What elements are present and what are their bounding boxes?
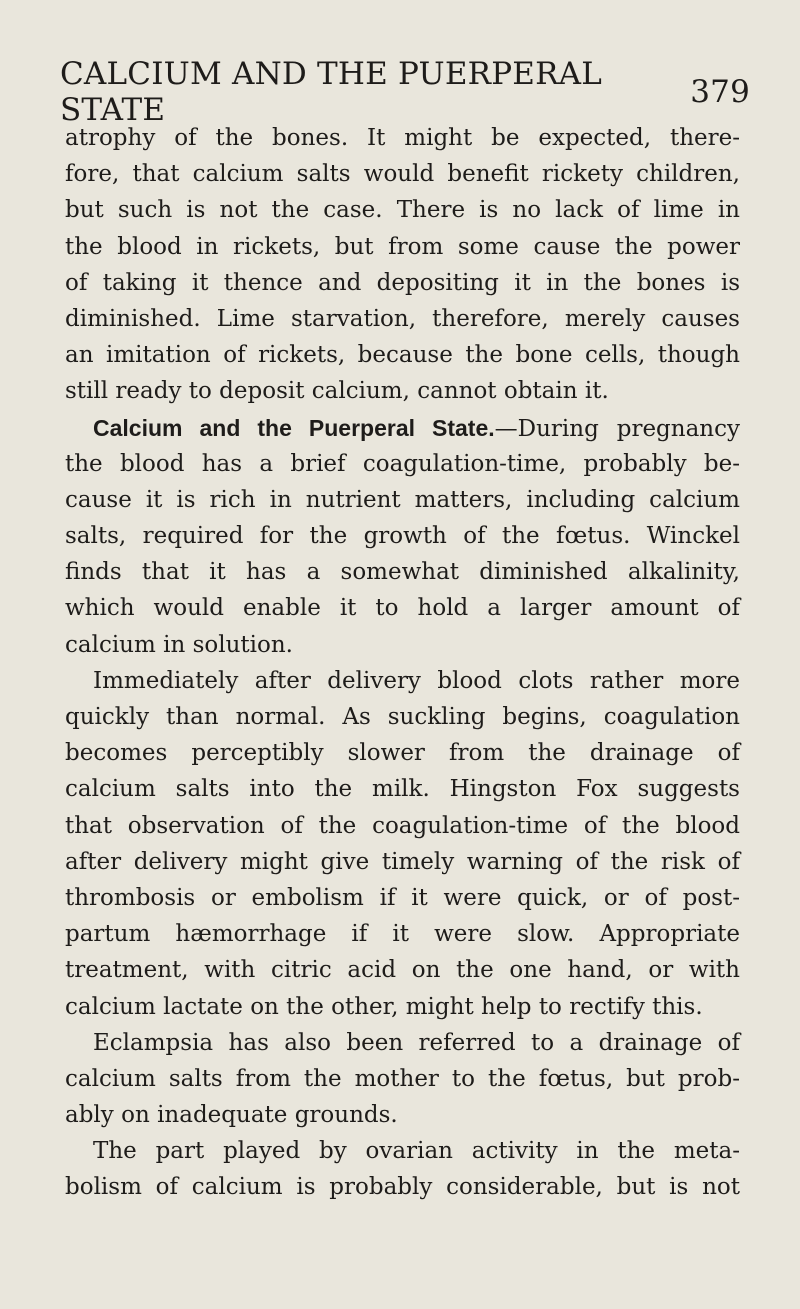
text-line [65,699,740,735]
text-line [65,916,740,952]
line-text: ably on inadequate grounds. [65,1102,398,1129]
line-text: the blood in rickets, but from some cause the power [65,233,740,260]
text-line [65,373,740,409]
section-heading: Calcium and the Puerperal State. [93,414,495,441]
line-text: that observation of the coagulation-time of the blood [65,812,740,839]
line-text: The part played by ovarian activity in the meta- [93,1138,740,1165]
page-number: 379 [690,74,750,110]
line-text: after delivery might give timely warning of the risk of [65,848,740,875]
line-text: atrophy of the bones. It might be expected, there- [65,125,740,151]
running-head-title: CALCIUM AND THE PUERPERAL STATE [60,56,603,128]
line-text: cause it is rich in nutrient matters, including calcium [65,486,740,513]
text-line [65,156,740,192]
line-text: treatment, with citric acid on the one hand, or with [65,957,740,984]
text-line [65,1133,740,1169]
text-line [65,482,740,518]
text-line [65,735,740,771]
line-text: bolism of calcium is probably considerable, but is not [65,1174,740,1201]
text-line [65,590,740,626]
text-line [65,192,740,228]
line-text: fore, that calcium salts would benefit rickety children, [65,161,740,188]
text-line [65,265,740,301]
section-heading-line [65,410,740,446]
text-line [65,337,740,373]
text-line [65,446,740,482]
text-line [65,663,740,699]
line-text: thrombosis or embolism if it were quick, or of post- [65,884,740,911]
line-text: partum hæmorrhage if it were slow. Appropriate [65,921,740,948]
line-text: calcium salts from the mother to the fœtus, but prob- [65,1065,740,1092]
text-line [65,880,740,916]
line-text: still ready to deposit calcium, cannot obtain it. [65,378,609,405]
line-text: an imitation of rickets, because the bone cells, though [65,342,740,369]
text-line [65,989,740,1025]
text-line [65,1097,740,1133]
text-line [65,1061,740,1097]
text-line [65,771,740,807]
line-text: the blood has a brief coagulation-time, probably be- [65,450,740,477]
text-line [65,808,740,844]
body-text [65,120,740,1206]
text-line [65,1169,740,1205]
line-text: finds that it has a somewhat diminished alkalinity, [65,559,740,586]
line-text: calcium lactate on the other, might help to rectify this. [65,993,703,1020]
line-text: Immediately after delivery blood clots rather more [93,667,740,694]
text-line [65,627,740,663]
text-line [65,120,740,156]
line-text: calcium salts into the milk. Hingston Fox suggests [65,776,740,803]
text-line [65,1025,740,1061]
line-text: of taking it thence and depositing it in the bones is [65,269,740,296]
text-line [65,229,740,265]
line-text: but such is not the case. There is no lack of lime in [65,197,740,224]
line-text: diminished. Lime starvation, therefore, merely causes [65,305,740,332]
text-line [65,844,740,880]
line-text: quickly than normal. As suckling begins, coagulation [65,704,740,730]
running-head [60,56,750,128]
line-text: calcium in solution. [65,631,293,658]
text-line [65,301,740,337]
text-line [65,518,740,554]
line-text: salts, required for the growth of the fœtus. Winckel [65,523,740,550]
line-text: which would enable it to hold a larger amount of [65,595,740,622]
text-line [65,554,740,590]
text-line [65,952,740,988]
line-text: Eclampsia has also been referred to a drainage of [93,1029,740,1056]
line-text: becomes perceptibly slower from the drainage of [65,740,740,767]
line-text: —During pregnancy [494,415,740,442]
